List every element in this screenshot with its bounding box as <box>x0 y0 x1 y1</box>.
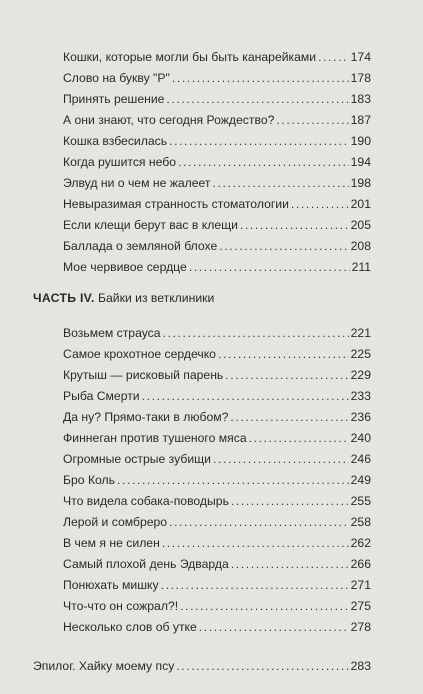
toc-entry-page: 249 <box>350 473 371 487</box>
toc-leader-dots <box>163 323 349 343</box>
toc-entry-title: Что-что он сожрал?! <box>63 599 179 613</box>
part-heading <box>33 288 214 308</box>
toc-leader-dots <box>225 365 348 385</box>
toc-leader-dots <box>249 428 349 448</box>
toc-leader-dots <box>230 407 348 427</box>
toc-leader-dots <box>178 152 349 172</box>
toc-entry-page: 225 <box>350 347 371 361</box>
toc-leader-dots <box>213 173 349 193</box>
toc-leader-dots <box>176 656 348 676</box>
toc-entry <box>0 491 423 511</box>
toc-entry-page: 275 <box>350 599 371 613</box>
toc-entry <box>0 323 423 343</box>
toc-entry <box>0 512 423 532</box>
toc-entry-page: 178 <box>350 71 371 85</box>
toc-entry-page: 236 <box>350 410 371 424</box>
toc-entry-title: Принять решение <box>63 92 165 106</box>
toc-leader-dots <box>161 575 349 595</box>
toc-epilogue <box>0 656 423 676</box>
toc-entry-title: Кошки, которые могли бы быть канарейками <box>63 50 317 64</box>
toc-leader-dots <box>318 47 349 67</box>
toc-entry-page: 211 <box>351 260 371 274</box>
toc-entry-title: Несколько слов об утке <box>63 620 197 634</box>
part-title: Байки из ветклиники <box>98 291 215 305</box>
toc-entry-title: Крутыш — рисковый парень <box>63 368 224 382</box>
toc-entry-title: Понюхать мишку <box>63 578 159 592</box>
toc-entry-title: Рыба Смерти <box>63 389 140 403</box>
toc-entry-title: Возьмем страуса <box>63 326 161 340</box>
toc-leader-dots <box>172 68 349 88</box>
toc-entry <box>0 617 423 637</box>
toc-entry-page: 183 <box>350 92 371 106</box>
toc-entry-page: 246 <box>350 452 371 466</box>
toc-entry <box>0 152 423 172</box>
toc-entry-page: 278 <box>350 620 371 634</box>
toc-entry-page: 174 <box>350 50 371 64</box>
toc-leader-dots <box>231 491 349 511</box>
toc-entry <box>0 173 423 193</box>
toc-entry-title: Слово на букву "Р" <box>63 71 170 85</box>
toc-entry-page: 240 <box>350 431 371 445</box>
toc-entry-title: Самый плохой день Эдварда <box>63 557 229 571</box>
toc-entry-title: А они знают, что сегодня Рождество? <box>63 113 275 127</box>
toc-entry-page: 229 <box>350 368 371 382</box>
toc-entry <box>0 89 423 109</box>
toc-entry-page: 271 <box>350 578 371 592</box>
part-label: ЧАСТЬ IV. <box>33 291 95 305</box>
toc-entry-page: 208 <box>350 239 371 253</box>
toc-leader-dots <box>291 194 349 214</box>
toc-leader-dots <box>213 449 349 469</box>
toc-entry-title: Бро Коль <box>63 473 116 487</box>
toc-leader-dots <box>180 596 349 616</box>
toc-entry-page: 194 <box>350 155 371 169</box>
toc-entry <box>0 428 423 448</box>
toc-leader-dots <box>166 89 348 109</box>
toc-entry <box>0 110 423 130</box>
toc-entry <box>0 47 423 67</box>
toc-entry-page: 262 <box>350 536 371 550</box>
toc-entry-page: 198 <box>350 176 371 190</box>
toc-entry-page: 205 <box>350 218 371 232</box>
epilogue-page: 283 <box>350 659 371 673</box>
toc-entry-title: Если клещи берут вас в клещи <box>63 218 238 232</box>
toc-entry-title: В чем я не силен <box>63 536 160 550</box>
toc-entry-title: Финнеган против тушеного мяса <box>63 431 247 445</box>
toc-entry <box>0 194 423 214</box>
toc-leader-dots <box>218 344 349 364</box>
toc-entry-page: 233 <box>350 389 371 403</box>
toc-leader-dots <box>231 554 349 574</box>
toc-entry-title: Невыразимая странность стоматологии <box>63 197 289 211</box>
toc-entry-title: Когда рушится небо <box>63 155 177 169</box>
toc-entry <box>0 596 423 616</box>
toc-entry-page: 221 <box>350 326 371 340</box>
toc-entry-title: Баллада о земляной блохе <box>63 239 218 253</box>
toc-leader-dots <box>169 512 349 532</box>
toc-entry-title: Лерой и сомбреро <box>63 515 168 529</box>
toc-leader-dots <box>276 110 348 130</box>
toc-entry-page: 187 <box>350 113 371 127</box>
toc-entry-title: Кошка взбесилась <box>63 134 168 148</box>
toc-leader-dots <box>162 533 349 553</box>
toc-entry-title: Самое крохотное сердечко <box>63 347 216 361</box>
toc-entry-title: Да ну? Прямо-таки в любом? <box>63 410 229 424</box>
toc-entry-page: 266 <box>350 557 371 571</box>
toc-leader-dots <box>117 470 349 490</box>
toc-entry <box>0 407 423 427</box>
toc-entry <box>0 68 423 88</box>
toc-entry-title: Огромные острые зубищи <box>63 452 211 466</box>
epilogue-title: Эпилог. Хайку моему псу <box>33 659 175 673</box>
toc-leader-dots <box>142 386 349 406</box>
toc-entry <box>0 386 423 406</box>
toc-entry-page: 190 <box>350 134 371 148</box>
toc-entry <box>0 215 423 235</box>
toc-entry <box>0 575 423 595</box>
toc-entry-title: Что видела собака-поводырь <box>63 494 229 508</box>
toc-entry <box>0 554 423 574</box>
toc-entry <box>0 365 423 385</box>
toc-entry-page: 201 <box>350 197 371 211</box>
toc-leader-dots <box>199 617 349 637</box>
toc-entry <box>0 344 423 364</box>
toc-entry-page: 258 <box>350 515 371 529</box>
toc-entry <box>0 533 423 553</box>
toc-entry <box>0 470 423 490</box>
toc-entry-page: 255 <box>350 494 371 508</box>
toc-entry-title: Мое червивое сердце <box>63 260 187 274</box>
toc-entry <box>0 449 423 469</box>
toc-entry <box>0 250 423 270</box>
toc-leader-dots <box>169 131 349 151</box>
toc-entry <box>0 131 423 151</box>
toc-entry-title: Элвуд ни о чем не жалеет <box>63 176 211 190</box>
toc-leader-dots <box>240 215 349 235</box>
